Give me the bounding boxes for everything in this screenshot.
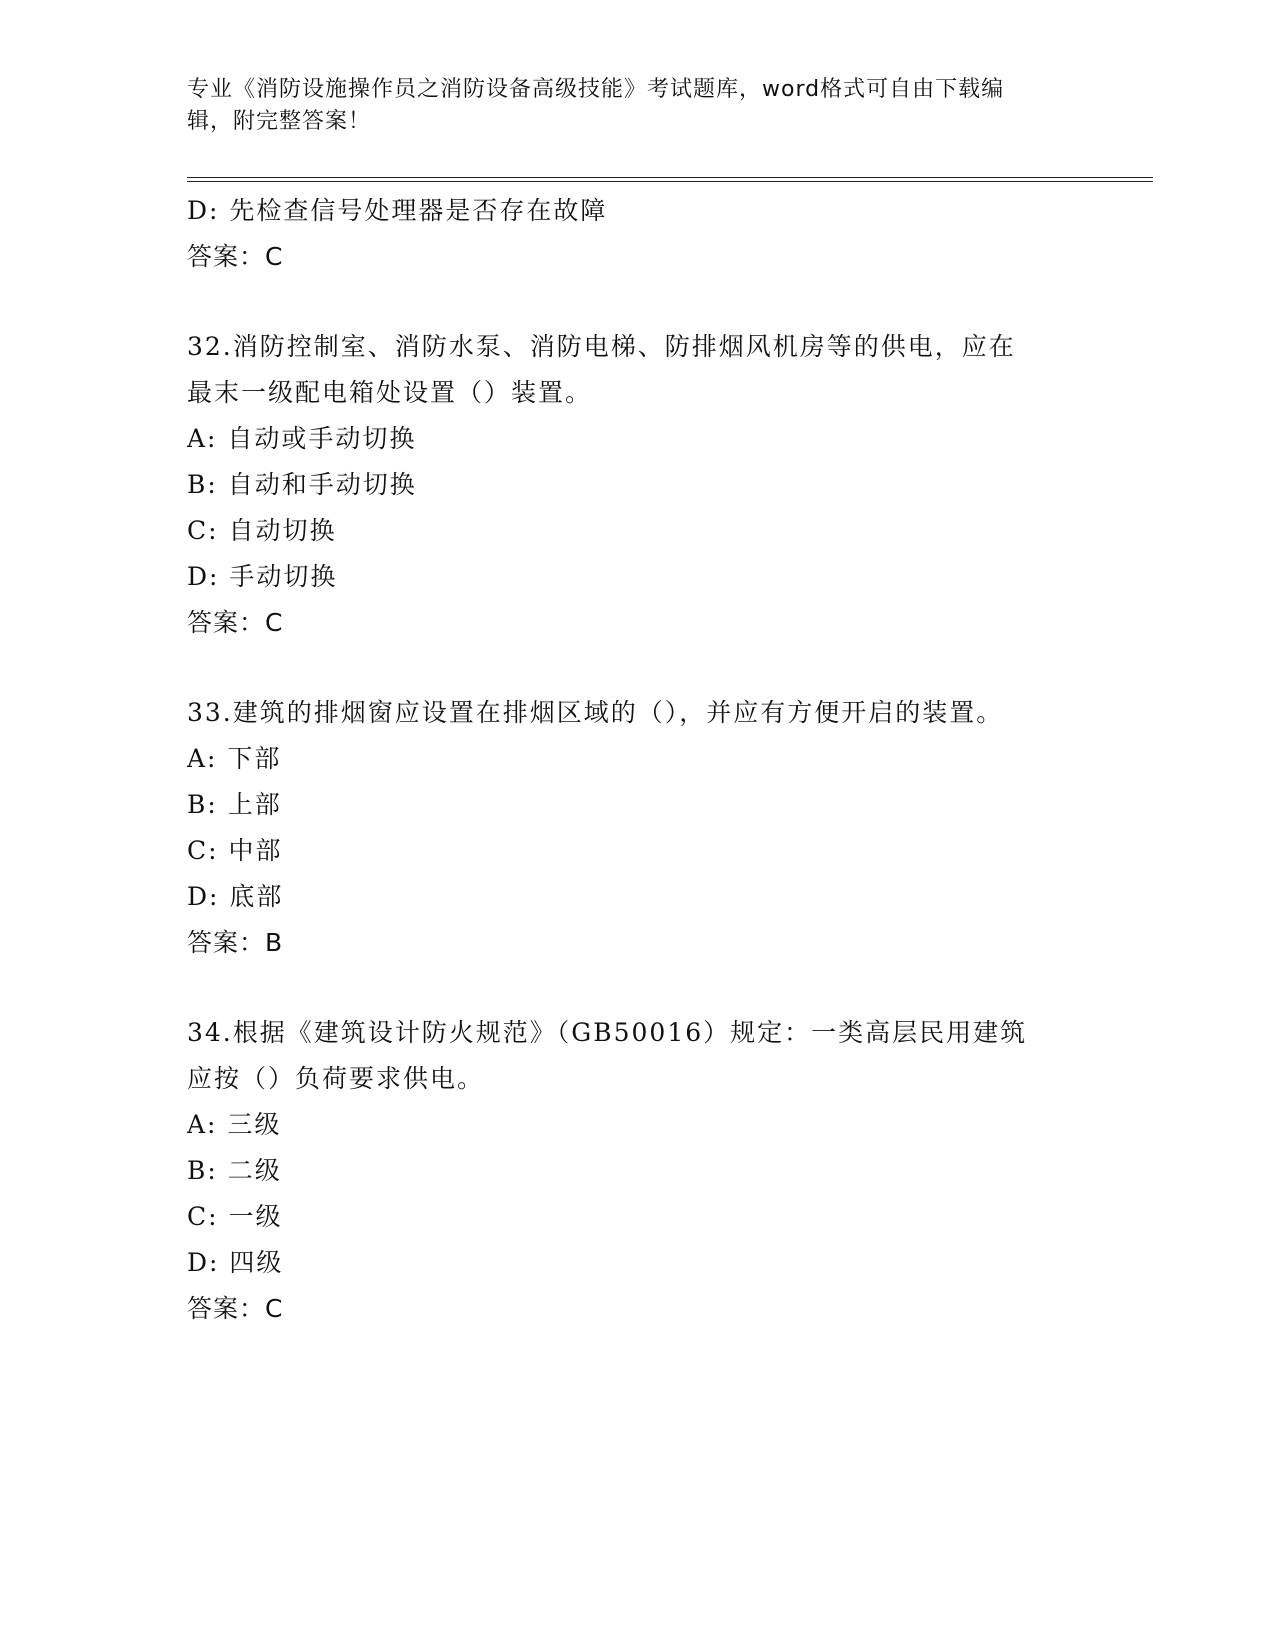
previous-question-tail — [187, 188, 1087, 280]
option-a: A: 三级 — [187, 1110, 282, 1139]
option-a: A: 下部 — [187, 744, 282, 773]
option-c: C: 中部 — [187, 836, 283, 865]
header-line-1: 专业《消防设施操作员之消防设备高级技能》考试题库，word格式可自由下载编 — [187, 77, 1005, 102]
header-divider-bottom — [187, 181, 1153, 182]
document-header — [187, 74, 1067, 138]
answer-line: 答案：C — [187, 242, 284, 271]
question-stem: 34.根据《建筑设计防火规范》（GB50016）规定：一类高层民用建筑 — [187, 1018, 1028, 1047]
spacer — [187, 646, 1087, 690]
option-b: B: 自动和手动切换 — [187, 470, 417, 499]
question-list — [187, 188, 1087, 1332]
question-32 — [187, 324, 1087, 646]
option-b: B: 上部 — [187, 790, 282, 819]
question-stem: 32.消防控制室、消防水泵、消防电梯、防排烟风机房等的供电，应在 — [187, 332, 1016, 361]
option-d: D: 底部 — [187, 882, 284, 911]
question-33 — [187, 690, 1087, 966]
answer-line: 答案：C — [187, 1294, 284, 1323]
option-b: B: 二级 — [187, 1156, 282, 1185]
option-d: D: 先检查信号处理器是否存在故障 — [187, 196, 608, 225]
header-divider-top — [187, 177, 1153, 178]
answer-line: 答案：B — [187, 928, 284, 957]
question-stem: 33.建筑的排烟窗应设置在排烟区域的（），并应有方便开启的装置。 — [187, 698, 1004, 727]
option-c: C: 自动切换 — [187, 516, 337, 545]
option-a: A: 自动或手动切换 — [187, 424, 417, 453]
header-line-2: 辑，附完整答案！ — [187, 109, 372, 134]
option-c: C: 一级 — [187, 1202, 283, 1231]
option-d: D: 手动切换 — [187, 562, 338, 591]
question-34 — [187, 1010, 1087, 1332]
question-stem-continued: 应按（）负荷要求供电。 — [187, 1064, 485, 1093]
answer-line: 答案：C — [187, 608, 284, 637]
option-d: D: 四级 — [187, 1248, 284, 1277]
spacer — [187, 966, 1087, 1010]
question-stem-continued: 最末一级配电箱处设置（）装置。 — [187, 378, 593, 407]
spacer — [187, 280, 1087, 324]
